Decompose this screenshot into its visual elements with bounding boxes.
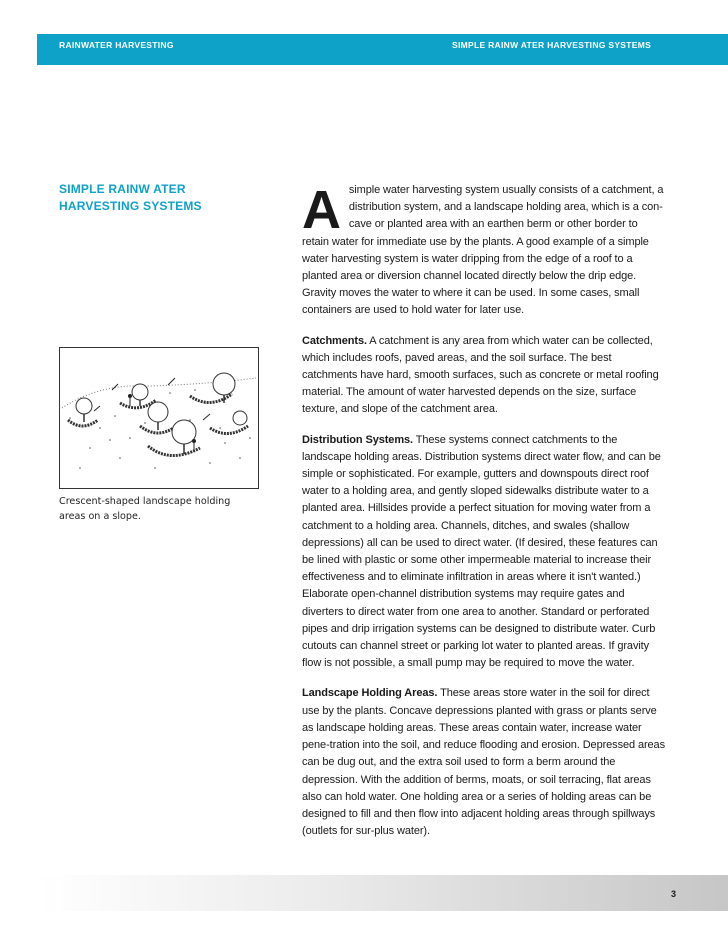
body-text-column [302,182,667,853]
figure-caption-line2: areas on a slope. [59,511,141,522]
running-header-right: SIMPLE RAINW ATER HARVESTING SYSTEMS [452,40,652,50]
distribution-paragraph [302,432,667,673]
intro-paragraph [302,182,667,320]
distribution-title: Distribution Systems. [302,433,413,446]
catchments-title: Catchments. [302,334,367,347]
figure-caption [59,494,259,524]
hillside-illustration [60,348,258,488]
catchments-paragraph [302,333,667,419]
distribution-text: These systems connect catchments to the landscape holding areas. Distribution systems direct water flow, and can be simple or sophisticated. For example, gutters and downspouts direct roof water to a holding area, and gently sloped sidewalks distribute water to a planted area. Hillsides provide a perfect situation for moving water from a catchment to a holding area. Channels, ditches, and swales (shallow depressions) all can be used to direct water. (If desired, these features can be lined with plastic or some other impermeable material to increase their effectiveness and to eliminate infiltration in areas where it isn't wanted.) Elaborate open-channel distribution systems may require gates and diverters to direct water from one area to another. Standard or perforated pipes and drip irrigation systems can be designed to distribute water. Curb cutouts can channel street or parking lot water to planted areas. If gravity flow is not possible, a small pump may be required to move the water. [302,433,661,670]
holding-title: Landscape Holding Areas. [302,687,438,700]
intro-text: simple water harvesting system usually consists of a catchment, a distribution system, and a landscape holding area, which is a con-cave or planted area with an earthen berm or other border to retain water for immediate use by the plants. A good example of a simple water harvesting system is water dripping from the edge of a roof to a planted area or diversion channel located directly below the drip edge. Gravity moves the water to where it can be used. In some cases, small containers are used to hold water for later use. [302,184,664,317]
section-heading [59,181,259,215]
section-heading-line1: SIMPLE RAINW ATER [59,182,186,196]
section-heading-line2: HARVESTING SYSTEMS [59,199,202,213]
running-header-left: RAINWATER HARVESTING [59,40,174,50]
holding-paragraph [302,685,667,840]
figure-caption-line1: Crescent-shaped landscape holding [59,496,231,507]
footer-bar [37,875,728,911]
holding-text: These areas store water in the soil for direct use by the plants. Concave depressions planted with grass or plants serve as landscape holding areas. These areas contain water, increase water pene-tration into the soil, and reduce flooding and erosion. Depressed areas can be dug out, and the extra soil used to form a berm around the depression. With the addition of berms, moats, or soil terracing, flat areas also can hold water. One holding area or a series of holding areas can be designed to fill and then flow into adjacent holding areas through spillways (outlets for sur-plus water). [302,687,665,838]
drop-cap: A [302,180,341,240]
catchments-text: A catchment is any area from which water can be collected, which includes roofs, paved areas, and the soil surface. The best catchments have hard, smooth surfaces, such as concrete or metal roofing material. The amount of water harvested depends on the size, surface texture, and slope of the catchment area. [302,334,659,416]
page-number: 3 [670,889,676,899]
figure-illustration [59,347,259,489]
header-bar [37,34,728,65]
